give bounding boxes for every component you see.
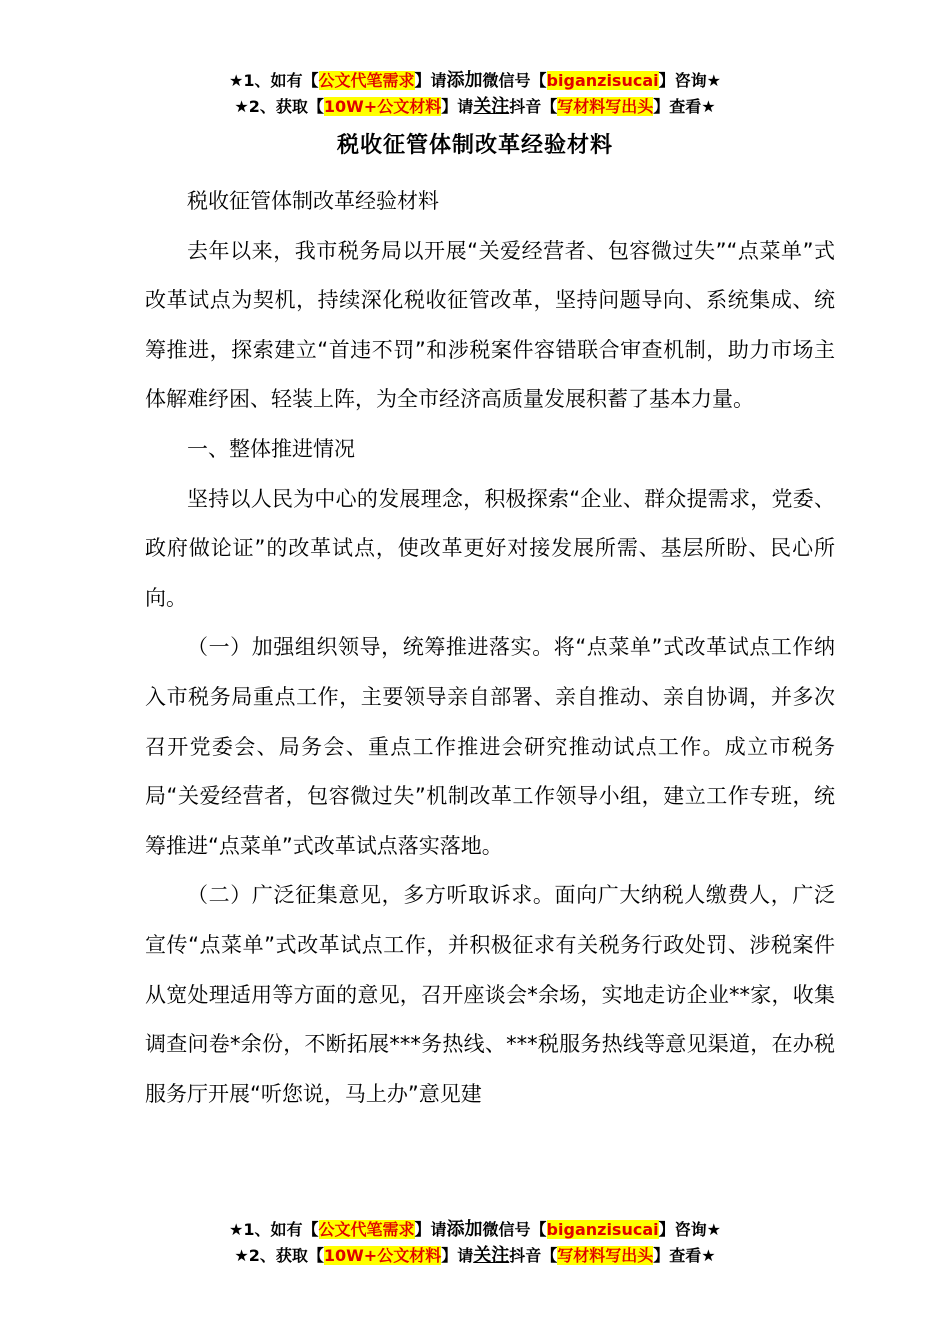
highlight-douyin: 写材料写出头 (557, 1246, 654, 1265)
highlight-wechat-id: biganzisucai (546, 71, 659, 90)
banner-line-2: ★2、获取【10W+公文材料】请关注抖音【写材料写出头】查看★ (234, 96, 716, 117)
paragraph-intro: 去年以来，我市税务局以开展“关爱经营者、包容微过失”“点菜单”式改革试点为契机，持续深化税收征管改革，坚持问题导向、系统集成、统筹推进，探索建立“首违不罚”和涉税案件容错联合审查机制，助力市场主体解难纾困、轻装上阵，为全市经济高质量发展积蓄了基本力量。 (145, 238, 835, 412)
document-title: 税收征管体制改革经验材料 (336, 133, 613, 158)
banner-line-1: ★1、如有【公文代笔需求】请添加微信号【biganzisucai】咨询★ (229, 70, 721, 91)
footer-line-1: ★1、如有【公文代笔需求】请添加微信号【biganzisucai】咨询★ (229, 1219, 721, 1240)
footer-banner (0, 1217, 950, 1269)
section-heading: 一、整体推进情况 (187, 436, 355, 461)
footer-line-2: ★2、获取【10W+公文材料】请关注抖音【写材料写出头】查看★ (234, 1245, 716, 1266)
document-body (145, 177, 835, 1119)
paragraph: （二）广泛征集意见，多方听取诉求。面向广大纳税人缴费人，广泛宣传“点菜单”式改革试点工作，并积极征求有关税务行政处罚、涉税案件从宽处理适用等方面的意见，召开座谈会*余场，实地走访企业**家，收集调查问卷*余份，不断拓展***务热线、***税服务热线等意见渠道，在办税服务厅开展“听您说，马上办”意见建 (145, 883, 835, 1106)
highlight-materials: 10W+公文材料 (323, 97, 442, 116)
highlight-douyin: 写材料写出头 (557, 97, 654, 116)
highlight-service: 公文代笔需求 (318, 71, 415, 90)
highlight-service: 公文代笔需求 (318, 1220, 415, 1239)
paragraph: （一）加强组织领导，统筹推进落实。将“点菜单”式改革试点工作纳入市税务局重点工作，主要领导亲自部署、亲自推动、亲自协调，并多次召开党委会、局务会、重点工作推进会研究推动试点工作。成立市税务局“关爱经营者，包容微过失”机制改革工作领导小组，建立工作专班，统筹推进“点菜单”式改革试点落实落地。 (145, 635, 835, 858)
header-banner (0, 68, 950, 120)
paragraph-subtitle: 税收征管体制改革经验材料 (187, 189, 439, 213)
highlight-materials: 10W+公文材料 (323, 1246, 442, 1265)
paragraph: 坚持以人民为中心的发展理念，积极探索“企业、群众提需求，党委、政府做论证”的改革试点，使改革更好对接发展所需、基层所盼、民心所向。 (145, 486, 835, 610)
highlight-wechat-id: biganzisucai (546, 1220, 659, 1239)
